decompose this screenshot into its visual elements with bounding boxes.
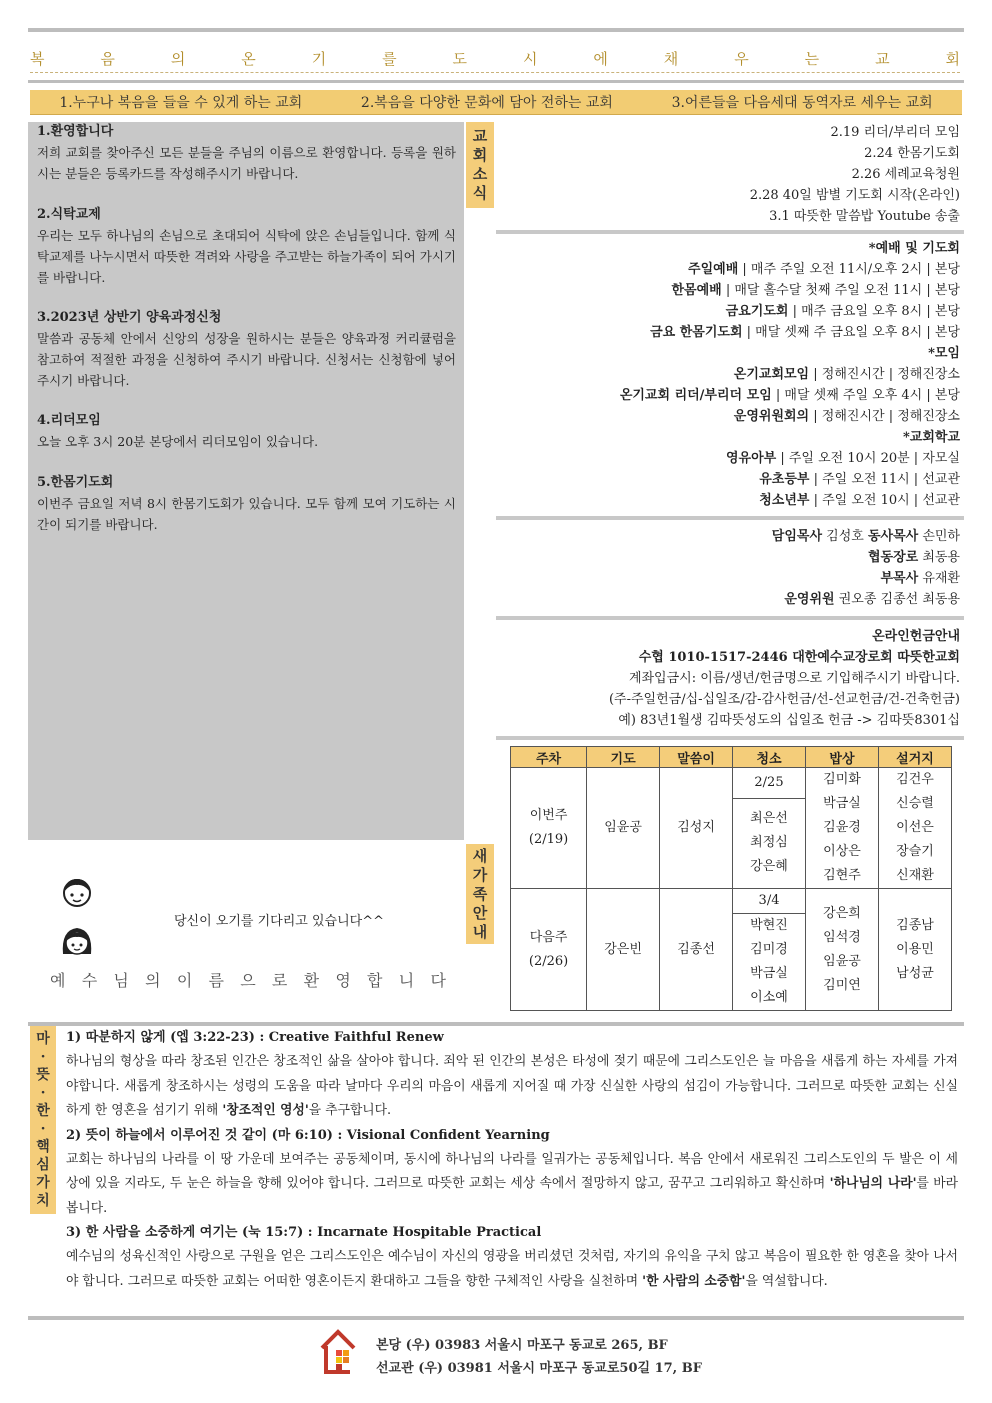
- announcement-discipleship: [28, 308, 464, 391]
- offering-title: 온라인헌금안내: [872, 629, 960, 644]
- vision-item-1: 1.누구나 복음을 들을 수 있게 하는 교회: [59, 95, 303, 111]
- address-mission: 선교관 (우) 03981 서울시 마포구 동교로50길 17, BF: [376, 1361, 702, 1376]
- meal-cell: 강은희 임석경 임윤공 김미연: [806, 889, 879, 1011]
- tab-char: 가: [36, 1175, 50, 1191]
- tab-char: 새: [472, 846, 488, 865]
- prayer-cell: 강은빈: [587, 889, 660, 1011]
- tab-char: 한: [36, 1103, 50, 1119]
- tab-char: 회: [472, 146, 488, 164]
- schedule-item: [496, 364, 960, 385]
- schedule-detail: | 주일 오전 11시 | 선교관: [809, 472, 960, 487]
- tab-char: ·: [40, 1121, 46, 1137]
- motto-char: 시: [522, 49, 538, 68]
- schedule-name: 온기교회모임: [733, 367, 810, 382]
- tab-char: 족: [472, 884, 488, 903]
- tab-char: 교: [472, 127, 488, 145]
- tab-new-family: [466, 844, 494, 944]
- staff-name: 김성호: [822, 529, 868, 544]
- clean-date-cell: 3/4: [733, 889, 806, 914]
- announcement-title: 2.식탁교제: [37, 207, 101, 222]
- bottom-rule: [28, 1316, 964, 1320]
- news-item: 3.1 따뜻한 말씀밥 Youtube 송출: [769, 209, 960, 224]
- schedule-item: [496, 490, 960, 511]
- staff-role: 담임목사: [771, 529, 822, 544]
- core-value-title: 2) 뜻이 하늘에서 이루어진 것 같이 (마 6:10) : Visional Confident Yearning: [66, 1127, 550, 1143]
- clean-date-cell: 2/25: [733, 768, 806, 799]
- schedule-detail: | 주일 오전 10시 | 선교관: [809, 493, 960, 508]
- schedule-header: *예배 및 기도회: [868, 241, 960, 256]
- schedule-header: *교회학교: [902, 430, 960, 445]
- announcement-body: 말씀과 공동체 안에서 신앙의 성장을 원하시는 분들은 양육과정 커리큘럼을 참고하여 적절한 과정을 신청하여 주시기 바랍니다. 신청서는 신청함에 넣어주시기 바랍니다.: [37, 331, 456, 388]
- banner-char: 의: [145, 971, 161, 990]
- week-cell: 다음주 (2/26): [511, 889, 587, 1011]
- divider: [496, 230, 964, 234]
- schedule-name: 한몸예배: [671, 283, 722, 298]
- banner-char: 수: [81, 971, 98, 990]
- schedule-item: [496, 469, 960, 490]
- schedule-name: 금요 한몸기도회: [650, 325, 743, 340]
- girl-face-icon: [60, 924, 94, 964]
- news-item: 2.28 40일 밤별 기도회 시작(온라인): [749, 188, 960, 203]
- staff-role: 부목사: [880, 571, 919, 586]
- news-item: 2.24 한몸기도회: [864, 146, 960, 161]
- staff-role: 운영위원: [784, 592, 835, 607]
- banner-char: 환: [303, 971, 320, 990]
- divider: [496, 736, 964, 740]
- banner-char: 영: [335, 971, 351, 990]
- table-header: 청소: [733, 747, 806, 768]
- schedule-detail: | 매주 주일 오전 11시/오후 2시 | 본당: [738, 262, 960, 277]
- schedule-name: 유초등부: [759, 472, 810, 487]
- motto-char: 를: [382, 49, 397, 68]
- banner-char: 으: [240, 971, 256, 990]
- staff-name: 최동용: [918, 550, 960, 565]
- divider: [496, 616, 964, 620]
- tab-char: 가: [472, 865, 488, 884]
- motto-char: 에: [593, 49, 608, 68]
- announcement-welcome: [28, 122, 464, 184]
- announcement-table-fellowship: [28, 205, 464, 288]
- announcement-title: 5.한몸기도회: [37, 475, 114, 490]
- offering-line: (주-주일헌금/십-십일조/감-감사헌금/선-선교헌금/건-건축헌금): [608, 692, 960, 707]
- clean-cell: 박현진 김미경 박금실 이소예: [733, 914, 806, 1011]
- motto-char: 기: [311, 49, 327, 68]
- top-rule: [28, 28, 964, 32]
- staff-row: [496, 568, 960, 589]
- motto-char: 회: [945, 49, 960, 68]
- banner-char: 님: [113, 971, 129, 990]
- motto-char: 온: [241, 49, 256, 68]
- schedule-detail: | 매달 홀수달 첫째 주일 오전 11시 | 본당: [721, 283, 960, 298]
- table-row: [511, 889, 952, 914]
- tab-char: 치: [36, 1193, 50, 1209]
- schedule-detail: | 주일 오전 10시 20분 | 자모실: [776, 451, 960, 466]
- schedule-name: 금요기도회: [725, 304, 789, 319]
- week-cell: 이번주 (2/19): [511, 768, 587, 889]
- schedule-detail: | 매달 셋째 주 금요일 오후 8시 | 본당: [742, 325, 960, 340]
- core-value-body: 예수님의 성육신적인 사랑으로 구원을 얻은 그리스도인은 예수님이 자신의 영광을 버리셨던 것처럼, 자기의 유익을 구치 않고 복음이 필요한 한 영혼을 찾아 나서야 합니다. 그러므로 따뜻한 교회는 어떠한 영혼이든지 환대하고 그들을 향한 구체적인 사랑을 실천하며 '한 사람의 소중함'을 역설합니다.: [66, 1249, 958, 1289]
- banner-char: 니: [398, 971, 415, 990]
- word-cell: 김종선: [660, 889, 733, 1011]
- vision-bar: [30, 90, 962, 115]
- table-header: 밥상: [806, 747, 879, 768]
- tab-char: 핵: [36, 1139, 50, 1155]
- schedule-list: [496, 238, 960, 511]
- staff-row: [496, 526, 960, 547]
- table-header: 말씀이: [660, 747, 733, 768]
- banner-char: 름: [208, 971, 224, 990]
- tab-char: ·: [40, 1049, 46, 1065]
- schedule-name: 온기교회 리더/부리더 모임: [619, 388, 772, 403]
- tab-char: 내: [472, 922, 488, 941]
- core-value-title: 3) 한 사람을 소중하게 여기는 (눅 15:7) : Incarnate Hospitable Practical: [66, 1225, 542, 1240]
- schedule-detail: | 매주 금요일 오후 8시 | 본당: [788, 304, 960, 319]
- news-item: 2.26 세례교육청원: [851, 167, 960, 182]
- word-cell: 김성지: [660, 768, 733, 889]
- schedule-detail: | 매달 셋째 주일 오후 4시 | 본당: [771, 388, 960, 403]
- offering-line: 예) 83년1월생 김따뜻성도의 십일조 헌금 -> 김따뜻8301십: [618, 713, 960, 728]
- core-values-section: [66, 1026, 958, 1294]
- announcement-body: 저희 교회를 찾아주신 모든 분들을 주님의 이름으로 환영합니다. 등록을 원하시는 분들은 등록카드를 작성해주시기 바랍니다.: [37, 145, 456, 181]
- announcement-prayer: [28, 473, 464, 535]
- schedule-detail: | 정해진시간 | 정해진장소: [809, 367, 960, 382]
- banner-char: 예: [50, 971, 66, 990]
- prayer-cell: 임윤공: [587, 768, 660, 889]
- church-logo-icon: [318, 1328, 358, 1380]
- offering-account: 수협 1010-1517-2446 대한예수교장로회 따뜻한교회: [638, 650, 960, 665]
- schedule-item: [496, 406, 960, 427]
- motto-char: 음: [100, 49, 115, 68]
- address-main: 본당 (우) 03983 서울시 마포구 동교로 265, BF: [376, 1338, 668, 1353]
- announcement-title: 1.환영합니다: [37, 124, 114, 139]
- announcement-body: 우리는 모두 하나님의 손님으로 초대되어 식탁에 앉은 손님들입니다. 함께 식탁교제를 나누시면서 따뜻한 격려와 사랑을 주고받는 하늘가족이 되어 가시기를 바랍니다.: [37, 228, 456, 285]
- schedule-item: [496, 259, 960, 280]
- staff-name: 유재환: [918, 571, 960, 586]
- staff-row: [496, 547, 960, 568]
- core-value-body: 교회는 하나님의 나라를 이 땅 가운데 보여주는 공동체이며, 동시에 하나님의 나라를 일궈가는 공동체입니다. 복음 안에서 새로워진 그리스도인의 두 발은 이 세상에 있을 지라도, 두 눈은 하늘을 향해 있어야 합니다. 그러므로 따뜻한 교회는 세상 속에서 절망하지 않고, 꿈꾸고 그리워하고 확신하며 '하나님의 나라'를 바라봅니다.: [66, 1151, 958, 1216]
- motto-char: 는: [804, 49, 820, 68]
- divider: [496, 516, 964, 520]
- tab-char: 마: [36, 1031, 50, 1047]
- schedule-item: [496, 322, 960, 343]
- schedule-name: 주일예배: [688, 262, 739, 277]
- welcome-message: 당신이 오기를 기다리고 있습니다^^: [174, 914, 384, 929]
- motto-char: 도: [452, 49, 468, 68]
- schedule-item: [496, 280, 960, 301]
- clean-cell: 최은선 최정심 강은혜: [733, 798, 806, 888]
- schedule-item: [496, 385, 960, 406]
- announcement-body: 오늘 오후 3시 20분 본당에서 리더모임이 있습니다.: [37, 434, 319, 449]
- staff-name: 권오종 김종선 최동용: [834, 592, 960, 607]
- boy-face-icon: [62, 876, 92, 914]
- vision-item-3: 3.어른들을 다음세대 동역자로 세우는 교회: [671, 95, 933, 111]
- tab-char: 안: [472, 903, 488, 922]
- welcome-banner: [50, 968, 446, 991]
- news-list: [496, 122, 960, 227]
- tab-core-values: [30, 1026, 56, 1214]
- motto-char: 복: [30, 49, 45, 68]
- schedule-item: [496, 301, 960, 322]
- table-header: 주차: [511, 747, 587, 768]
- tab-char: 식: [472, 184, 488, 202]
- banner-char: 이: [176, 971, 193, 990]
- banner-char: 로: [271, 971, 288, 990]
- schedule-header: *모임: [928, 346, 960, 361]
- table-row: [511, 768, 952, 799]
- motto-char: 의: [170, 49, 186, 68]
- tab-church-news: [466, 122, 494, 208]
- tab-char: ·: [40, 1085, 46, 1101]
- offering-line: 계좌입금시: 이름/생년/헌금명으로 기입해주시기 바랍니다.: [628, 671, 960, 686]
- dish-cell: 김건우 신승렬 이선은 장슬기 신재환: [878, 768, 951, 889]
- duty-roster-table: [510, 746, 952, 1011]
- core-value-body: 하나님의 형상을 따라 창조된 인간은 창조적인 삶을 살아야 합니다. 죄악 된 인간의 본성은 타성에 젖기 때문에 그리스도인은 늘 마음을 새롭게 하는 자세를 가져야합니다. 새롭게 창조하시는 성령의 도움을 따라 날마다 우리의 마음이 새롭게 지어질 때 가장 신실한 사랑의 섬김이 가능합니다. 그러므로 따뜻한 교회는 신실하게 한 영혼을 섬기기 위해 '창조적인 영성'을 추구합니다.: [66, 1054, 958, 1118]
- banner-char: 다: [430, 971, 446, 990]
- tab-char: 뜻: [36, 1067, 50, 1083]
- news-item: 2.19 리더/부리더 모임: [830, 125, 960, 140]
- schedule-name: 운영위원회의: [733, 409, 810, 424]
- announcement-title: 3.2023년 상반기 양육과정신청: [37, 310, 222, 325]
- schedule-name: 영유아부: [725, 451, 777, 466]
- motto-char: 채: [663, 49, 679, 68]
- motto-char: 우: [734, 49, 749, 68]
- table-header: 설거지: [878, 747, 951, 768]
- schedule-name: 청소년부: [759, 493, 810, 508]
- staff-name: 손민하: [918, 529, 960, 544]
- table-header: 기도: [587, 747, 660, 768]
- schedule-item: [496, 448, 960, 469]
- staff-role: 협동장로: [867, 550, 919, 565]
- vision-item-2: 2.복음을 다양한 문화에 담아 전하는 교회: [360, 95, 613, 111]
- schedule-detail: | 정해진시간 | 정해진장소: [809, 409, 960, 424]
- announcements-panel: [28, 122, 464, 840]
- announcement-body: 이번주 금요일 저녁 8시 한몸기도회가 있습니다. 모두 함께 모여 기도하는 시간이 되기를 바랍니다.: [37, 496, 456, 532]
- offering-info: [496, 626, 960, 731]
- staff-list: [496, 526, 960, 610]
- announcement-title: 4.리더모임: [37, 413, 101, 428]
- banner-char: 합: [367, 971, 383, 990]
- staff-row: [496, 589, 960, 610]
- dish-cell: 김종남 이용민 남성균: [878, 889, 951, 1011]
- core-value-title: 1) 따분하지 않게 (엡 3:22-23) : Creative Faithful Renew: [66, 1030, 444, 1045]
- church-motto: [30, 44, 960, 73]
- motto-rule: [28, 80, 964, 83]
- tab-char: 심: [36, 1157, 50, 1173]
- motto-char: 교: [875, 49, 890, 68]
- staff-role: 동사목사: [867, 529, 919, 544]
- meal-cell: 김미화 박금실 김윤경 이상은 김현주: [806, 768, 879, 889]
- tab-char: 소: [472, 165, 488, 183]
- announcement-leader-meeting: [28, 411, 464, 452]
